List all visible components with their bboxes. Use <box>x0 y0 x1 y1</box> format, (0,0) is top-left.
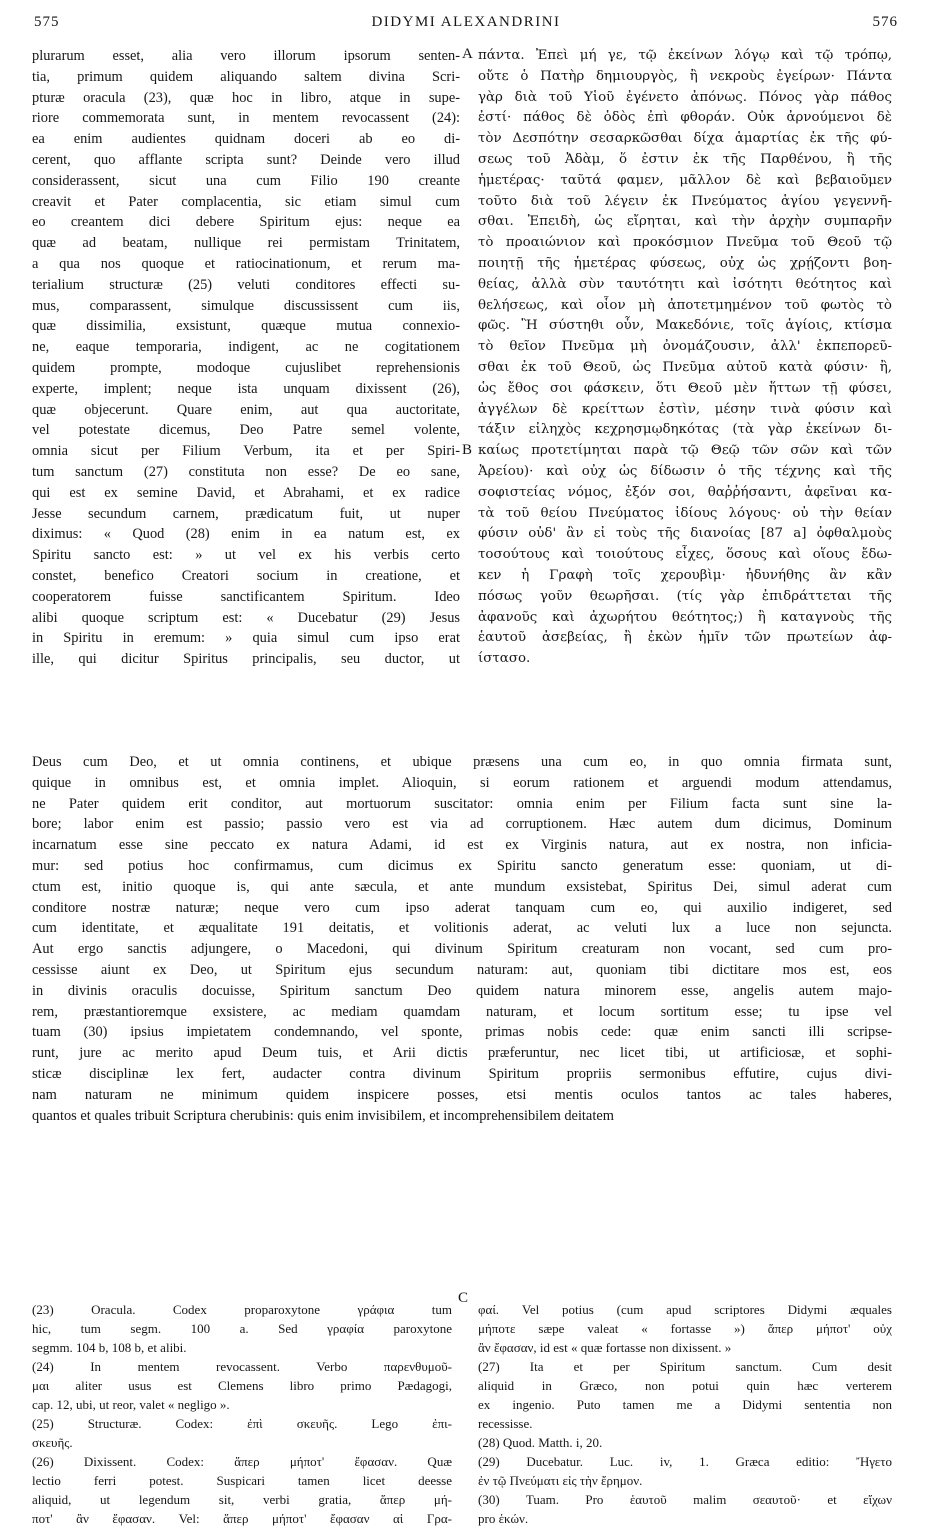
greek-text-line: φῶς. Ἢ σύστηθι οὖν, Μακεδόνιε, τοῖς ἁγίοις, κτίσμα <box>478 318 892 334</box>
footnote-line: (25) Structuræ. Codex: ἐπὶ σκευῆς. Lego ἐπι- <box>32 1416 452 1431</box>
running-header <box>34 14 898 40</box>
footnote-line: μήποτε sæpe valeat « fortasse ») ἅπερ μήποτ' οὐχ <box>478 1321 892 1336</box>
footnote-line: segmm. 104 b, 108 b, et alibi. <box>32 1340 187 1355</box>
greek-text-line: Ἀρείου)· καὶ οὐχ ὡς δίδωσιν ὁ τῆς τέχνης καὶ τῆς <box>478 463 892 479</box>
latin-text-line: experte, implent; neque ista unquam dixissent (26), <box>32 380 460 397</box>
body-text-line: in divinis oraculis docuisse, Spiritum sanctum Deo quidem natura minorem esse, angelis autem majo- <box>32 982 892 999</box>
greek-text-line: τὰ τοῦ θείου Πνεύματος ἰδίους λόγους· οὐ τὴν θείαν <box>478 505 892 521</box>
greek-text-line: οὔτε ὁ Πατὴρ δημιουργὸς, ἢ νεκροὺς ἐγείρων· Πάντα <box>478 68 892 84</box>
latin-text-line: pturæ oracula (23), quæ hoc in libro, atque in supe- <box>32 89 460 106</box>
latin-text-line: quæ dissimilia, exsistunt, quæque mutua connexio- <box>32 318 460 335</box>
latin-text-line: diximus: « Quod (28) enim in ea natum est, ex <box>32 526 460 543</box>
footnote-line: μαι aliter usus est Clemens libro primo Pædagogi, <box>32 1378 452 1393</box>
latin-text-line: ille, qui dicitur Spiritus principalis, seu ductor, ut <box>32 651 460 668</box>
greek-text-line: τάξιν εἰληχὸς κεχρησμῳδηκότας (τὰ γὰρ ἐκείνων δι- <box>478 422 892 438</box>
body-text-line: nam naturam ne minimum quidem inspicere posses, etsi mentis oculos tantos ac tales haberes, <box>32 1086 892 1103</box>
full-width-text <box>32 752 892 1126</box>
footnotes-right <box>478 1300 892 1528</box>
body-text-line: bore; labor enim est passio; passio vero est via ad corruptionem. Hæc autem dum dicimus, Dominum <box>32 816 892 833</box>
latin-text-line: tum sanctum (27) constituta non esse? De eo sane, <box>32 463 460 480</box>
body-text-line: sticæ disciplinæ lex fert, audacter contra divinum Spiritum propriis sermonibus effutire, cujus divi- <box>32 1065 892 1082</box>
footnote-line: (27) Ita et per Spiritum sanctum. Cum desit <box>478 1359 892 1374</box>
latin-text-line: a qua nos quoque et ratiocinationum, et rerum ma- <box>32 255 460 272</box>
body-text-line: rem, præstantioremque exsistere, ac mediam quamdam naturam, et locum sortitum esse; tu ipse vel <box>32 1003 892 1020</box>
latin-text-line: Spiritu sancto est: » ut vel ex his verbis certo <box>32 547 460 564</box>
footnote-line: (24) In mentem revocassent. Verbo παρενθυμοῦ- <box>32 1359 452 1374</box>
greek-text-line: πάντα. Ἐπεὶ μή γε, τῷ ἐκείνων λόγῳ καὶ τῷ τρόπῳ, <box>478 48 892 63</box>
latin-text-line: quæ ad beatam, nullique rei permistam Trinitatem, <box>32 235 460 252</box>
greek-text-line: σθαι ἐκ τοῦ Θεοῦ, ὡς Πνεῦμα αὐτοῦ κατὰ φύσιν· ἢ, <box>478 359 892 375</box>
body-text-line: cessisse aiunt ex Deo, ut Spiritum ejus secundum naturam: aut, quoniam tibi dictitare mos est, eos <box>32 961 892 978</box>
latin-text-line: cerent, quo afflante scripta sunt? Deinde vero illud <box>32 151 460 168</box>
footnote-line: ἐν τῷ Πνεύματι εἰς τὴν ἔρημον. <box>478 1473 643 1488</box>
left-page-number: 575 <box>34 14 60 30</box>
footnote-line: pro ἑκών. <box>478 1511 529 1526</box>
latin-text-line: plurarum esset, alia vero illorum ipsorum senten- <box>32 48 460 64</box>
latin-text-line: in Spiritu in eremum: » quia simul cum ipso erat <box>32 630 460 647</box>
latin-text-line: vel potestate dicemus, Deo Patre semel volente, <box>32 422 460 439</box>
greek-text-line: ἐστί· πάθος δὲ ὁδὸς ἐπὶ φθοράν. Οὐκ ἀρνούμενοι δὲ <box>478 110 892 126</box>
footnote-line: aliquid, ut legendum sit, verbi gratia, ἅπερ μή- <box>32 1492 452 1507</box>
greek-text-line: τοσούτους καὶ τοιούτους εἶχες, ὅσους καὶ οἵους ἔδω- <box>478 547 892 563</box>
footnote-line: aliquid in Græco, non potui quin hæc verterem <box>478 1378 892 1393</box>
body-text-line: mur: sed potius hoc confirmamus, cum dicimus ex Spiritu sancto generatum esse: quoniam, ut di- <box>32 857 892 874</box>
greek-text-line: σοφιστείας νόμος, ἐξόν σοι, θαῤῥήσαντι, ἀφεῖναι κα- <box>478 484 892 500</box>
body-text-line: Aut ergo sanctis adjungere, o Macedoni, qui divinum Spiritum creaturam non vocant, sed cum pro- <box>32 941 892 958</box>
body-text-line: tuam (30) ipsius impietatem condemnando, vel sponte, primas nobis cede: quæ enim sancti illi scripse- <box>32 1024 892 1041</box>
latin-text-line: qui est ex semine David, et Abrahami, et ex radice <box>32 484 460 501</box>
greek-text-line: θελήσεως, καὶ οἷον μὴ ἀποτετμημένον τοῦ φωτὸς τὸ <box>478 297 892 313</box>
greek-text-line: πόσως γοῦν θεωρῆσαι. (τίς γὰρ ἐπιδράττεται τῆς <box>478 588 892 604</box>
greek-text-line: ἀγγέλων δὲ κρείττων ἐστὶν, μέσην τινὰ φύσιν καὶ <box>478 401 892 417</box>
greek-text-line: ἑαυτοῦ ἀσεβείας, ἢ ἐκὼν ἡμῖν τῶν πρωτείων ἀφ- <box>478 630 892 646</box>
footnotes-left <box>32 1300 452 1528</box>
footnote-line: hic, tum segm. 100 a. Sed γραφία paroxytone <box>32 1321 452 1336</box>
latin-text-line: riore commemorata sunt, in mentem revocassent (24): <box>32 110 460 127</box>
body-text-line: conditore nostræ naturæ; neque vero cum ipso aderat tanquam cum eo, qui auxilio indigeret, sed <box>32 899 892 916</box>
greek-text-line: γὰρ διὰ τοῦ Υἱοῦ ἐγένετο ἀπόνως. Πόνος γὰρ πάθος <box>478 89 892 105</box>
greek-text-line: ὡς ἔθος σοι φάσκειν, ὅτι Θεοῦ μὲν ἥττων τῇ φύσει, <box>478 380 892 396</box>
latin-text-line: quæ objecerunt. Quare enim, aut qua auctoritate, <box>32 401 460 418</box>
latin-text-line: Jesse secundum carnem, prædicatum fuit, ut nuper <box>32 505 460 522</box>
footnote-line: (23) Oracula. Codex proparoxytone γράφια tum <box>32 1302 452 1317</box>
greek-text-line: τὸ θεῖον Πνεῦμα μὴ ὀνομάζουσιν, ἀλλ' ἐκπεπορεῦ- <box>478 339 892 355</box>
footnote-line: lectio ferri potest. Suspicari tamen licet deesse <box>32 1473 452 1488</box>
body-text-line: incarnatum esse sine peccato ex natura Adami, id est ex Virginis natura, aut ex nostra, non inficia- <box>32 837 892 854</box>
greek-text-line: καίως προτετίμηται παρὰ τῷ Θεῷ τῶν σῶν καὶ τῶν <box>478 443 892 459</box>
latin-text-line: ne, eaque temporaria, indigent, ac ne cogitationem <box>32 339 460 356</box>
greek-text-line: θείας, ἀλλὰ σὺν ταυτότητι καὶ ἰσότητι θεότητος καὶ <box>478 276 892 292</box>
body-text-line: ne Pater quidem erit conditor, aut mortuorum suscitator: omnia enim per Filium facta sunt sine la- <box>32 795 892 812</box>
body-text-line: runt, jure ac merito apud Deum tuis, et Arii dictis præferuntur, nec licet tibi, ut artificiosæ, et sophi- <box>32 1045 892 1062</box>
latin-text-line: creavit et Pater complacentia, sic etiam simul cum <box>32 193 460 210</box>
footnote-line: σκευῆς. <box>32 1435 73 1450</box>
latin-text-line: mus, comparassent, simulque discussissent cum iis, <box>32 297 460 314</box>
body-text-line: Deus cum Deo, et ut omnia continens, et ubique præsens una cum eo, in quo omnia firmata sunt, <box>32 754 892 770</box>
greek-text-line: τὸν Δεσπότην σεσαρκῶσθαι δίχα ἁμαρτίας ἐκ τῆς φύ- <box>478 131 892 147</box>
footnote-line: ποτ' ἂν ἔφασαν. Vel: ἅπερ μήποτ' ἔφασαν αἱ Γρα- <box>32 1511 452 1526</box>
latin-text-line: eo creantem dici debere Spiritum ejus: neque ea <box>32 214 460 231</box>
latin-text-line: constet, benefico Creatori socium in creatione, et <box>32 567 460 584</box>
greek-text-line: κεν ἡ Γραφὴ τοῖς χερουβὶμ· ἠδυνήθης ἂν κἂν <box>478 567 892 583</box>
footnote-line: (29) Ducebatur. Luc. iv, 1. Græca editio: Ἤγετο <box>478 1454 892 1469</box>
body-text-line: quique in omnibus est, et omnia implet. Alioquin, si eorum rationem et arguendi modum attendamus, <box>32 774 892 791</box>
latin-text-line: quidem prompte, modoque cujuslibet reprehensionis <box>32 359 460 376</box>
footnote-line: recessisse. <box>478 1416 533 1431</box>
margin-mark-c: C <box>458 1290 469 1306</box>
greek-text-line: ίστασο. <box>478 651 531 667</box>
greek-column <box>478 46 892 670</box>
greek-text-line: σθαι. Ἐπειδὴ, ὡς εἴρηται, καὶ τὴν ἀρχὴν συμπαρῆν <box>478 214 892 230</box>
latin-text-line: cooperatorem fuisse sanctificantem Spiritum. Ideo <box>32 588 460 605</box>
greek-text-line: σεως τοῦ Ἀδὰμ, ὅ ἐστιν ἐκ τῆς Παρθένου, ἢ τῆς <box>478 151 892 167</box>
body-text-line: cum identitate, et æqualitate 191 deitatis, et volitionis aderat, ac veluti lux a luce non sejuncta. <box>32 920 892 937</box>
greek-text-line: ἀφανοῦς καὶ ἀχωρήτου θεότητος;) ἢ καταγνοὺς τῆς <box>478 609 892 625</box>
footnote-line: cap. 12, ubi, ut reor, valet « negligo ». <box>32 1397 230 1412</box>
body-text-line: ctum est, initio quoque is, qui ante sæcula, et ante mundum exsistebat, Spiritus Dei, simul aderat cum <box>32 878 892 895</box>
footnote-line: (26) Dixissent. Codex: ἅπερ μήποτ' ἔφασαν. Quæ <box>32 1454 452 1469</box>
right-page-number: 576 <box>872 14 898 30</box>
latin-text-line: considerassent, sicut una cum Filio 190 creante <box>32 172 460 189</box>
latin-text-line: ea enim audientes quidnam doceri ab eo di- <box>32 131 460 148</box>
running-title: DIDYMI ALEXANDRINI <box>371 14 561 30</box>
greek-text-line: τοῦτο διὰ τοῦ λέγειν ἐκ Πνεύματος ἁγίου γεγεννῆ- <box>478 193 892 209</box>
footnote-line: ἂν ἔφασαν, id est « quæ fortasse non dixissent. » <box>478 1340 732 1355</box>
latin-text-line: terialium structuræ (25) veluti conditores effecti su- <box>32 276 460 293</box>
footnote-line: φαί. Vel potius (cum apud scriptores Didymi æquales <box>478 1302 892 1317</box>
latin-text-line: omnia sicut per Filium Verbum, ita et per Spiri- <box>32 443 460 460</box>
latin-column <box>32 46 460 670</box>
greek-text-line: τὸ προαιώνιον καὶ προκόσμιον Πνεῦμα τοῦ Θεοῦ τῷ <box>478 235 892 251</box>
body-text-line: quantos et quales tribuit Scriptura cherubinis: quis enim invisibilem, et incomprehensibilem deitatem <box>32 1107 614 1124</box>
footnote-line: (28) Quod. Matth. i, 20. <box>478 1435 603 1450</box>
greek-text-line: ποιητῇ τῆς ἡμετέρας φύσεως, οὐχ ὡς χρῄζοντι βοη- <box>478 255 892 271</box>
footnote-line: ex ingenio. Puto tamen me a Didymi sententia non <box>478 1397 892 1412</box>
greek-text-line: φύσιν οὐδ' ἂν εἰ τοὺς τῆς διανοίας [87 a] ὀφθαλμοὺς <box>478 526 892 542</box>
margin-mark-b: B <box>462 442 473 458</box>
footnote-line: (30) Tuam. Pro ἑαυτοῦ malim σεαυτοῦ· et εἴχων <box>478 1492 892 1507</box>
latin-text-line: tia, primum quidem aliquando saltem divina Scri- <box>32 68 460 85</box>
latin-text-line: alibi quoque scriptum est: « Ducebatur (29) Jesus <box>32 609 460 626</box>
greek-text-line: ἡμετέρας· ταῦτά φαμεν, μᾶλλον δὲ καὶ βεβαιοῦμεν <box>478 172 892 188</box>
margin-mark-a: A <box>462 46 473 62</box>
